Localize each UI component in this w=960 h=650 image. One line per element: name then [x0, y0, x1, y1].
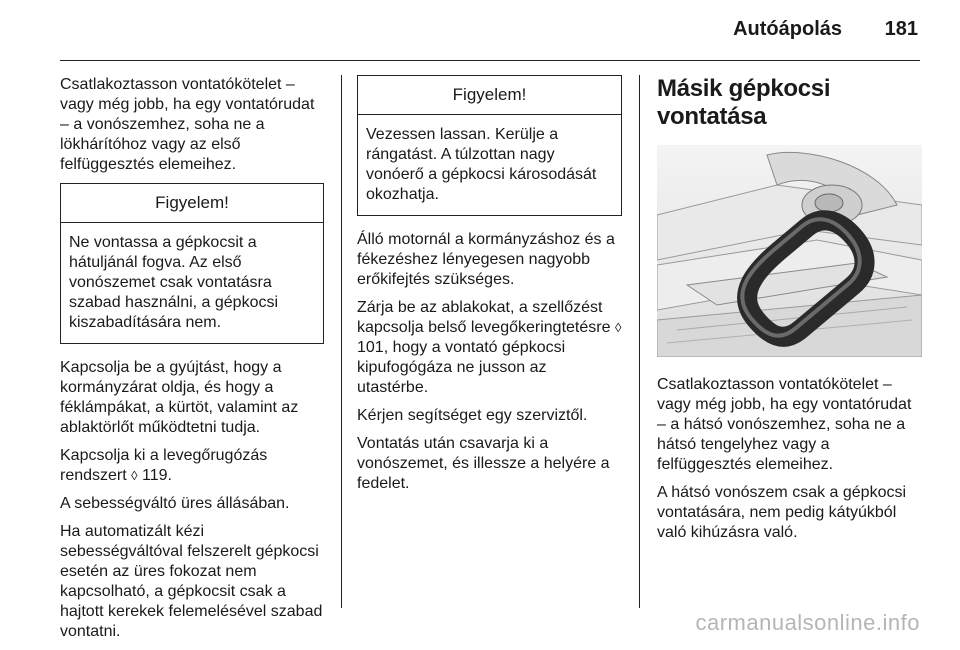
section-heading: Másik gépkocsi vontatása	[657, 75, 831, 130]
paragraph-tow-rope: Csatlakoztasson vontatókötelet – vagy még jobb, ha egy vontatórudat – a vonószemhez, soha ne a lökhárítóhoz vagy az első felfüggesztés elemeihez.	[60, 76, 315, 173]
column-divider-left	[341, 75, 342, 608]
paragraph-service: Kérjen segítséget egy szerviztől.	[357, 407, 588, 424]
air-suspension-text: Kapcsolja ki a levegőrugózás rendszert	[60, 447, 268, 484]
watermark: carmanualsonline.info	[695, 610, 920, 635]
column-middle	[357, 75, 622, 502]
paragraph-after-towing: Vontatás után csavarja ki a vonószemet, és illessze a helyére a fedelet.	[357, 435, 610, 492]
paragraph-engine-off: Álló motornál a kormányzáshoz és a fékezéshez lényegesen nagyobb erőkifejtés szükséges.	[357, 231, 615, 288]
warning-box-front	[60, 183, 324, 344]
column-divider-right	[639, 75, 640, 608]
header-title: Autóápolás	[733, 18, 842, 40]
paragraph-air-suspension	[60, 446, 324, 486]
page-header	[60, 0, 920, 61]
paragraph-neutral: A sebességváltó üres állásában.	[60, 495, 290, 512]
warning-title: Figyelem!	[358, 76, 621, 115]
warning-body: Ne vontassa a gépkocsit a hátuljánál fogva. Az első vonószemet csak vontatásra szabad használni, a gépkocsi kiszabadítására nem.	[69, 234, 279, 331]
paragraph-ignition: Kapcsolja be a gyújtást, hogy a kormányzárat oldja, és hogy a féklámpákat, a kürtöt, valamint az ablaktörlőt működtetni tudja.	[60, 359, 299, 436]
paragraph-ventilation	[357, 298, 622, 398]
warning-body: Vezessen lassan. Kerülje a rángatást. A túlzottan nagy vonóerő a gépkocsi károsodását okozhatja.	[366, 126, 597, 203]
page-reference[interactable]: 119.	[142, 467, 172, 484]
column-right	[657, 75, 922, 551]
ventilation-text: Zárja be az ablakokat, a szellőzést kapcsolja belső levegőkeringtetésre	[357, 299, 611, 336]
paragraph-automated-gearbox: Ha automatizált kézi sebességváltóval felszerelt gépkocsi esetén az üres fokozat nem kapcsolható, a gépkocsit csak a hajtott kerekek felemelésével szabad vontatni.	[60, 523, 323, 640]
page-reference-icon: ◊	[131, 468, 138, 483]
page-reference: 101, hogy a vontató gépkocsi kipufogógáza ne jusson az utastérbe.	[357, 339, 566, 396]
page-number: 181	[884, 18, 918, 40]
paragraph-rear-eye-usage: A hátsó vonószem csak a gépkocsi vontatására, nem pedig kátyúkból való kihúzásra való.	[657, 484, 907, 541]
warning-title: Figyelem!	[61, 184, 323, 223]
page-reference-icon: ◊	[614, 320, 622, 335]
rear-towing-eye-illustration	[657, 145, 922, 357]
paragraph-rear-tow-rope: Csatlakoztasson vontatókötelet – vagy még jobb, ha egy vontatórudat – a hátsó vonószemhez, soha ne a hátsó tengelyhez vagy a felfüggesztés elemeihez.	[657, 376, 912, 473]
column-left	[60, 75, 324, 650]
warning-box-drive	[357, 75, 622, 216]
